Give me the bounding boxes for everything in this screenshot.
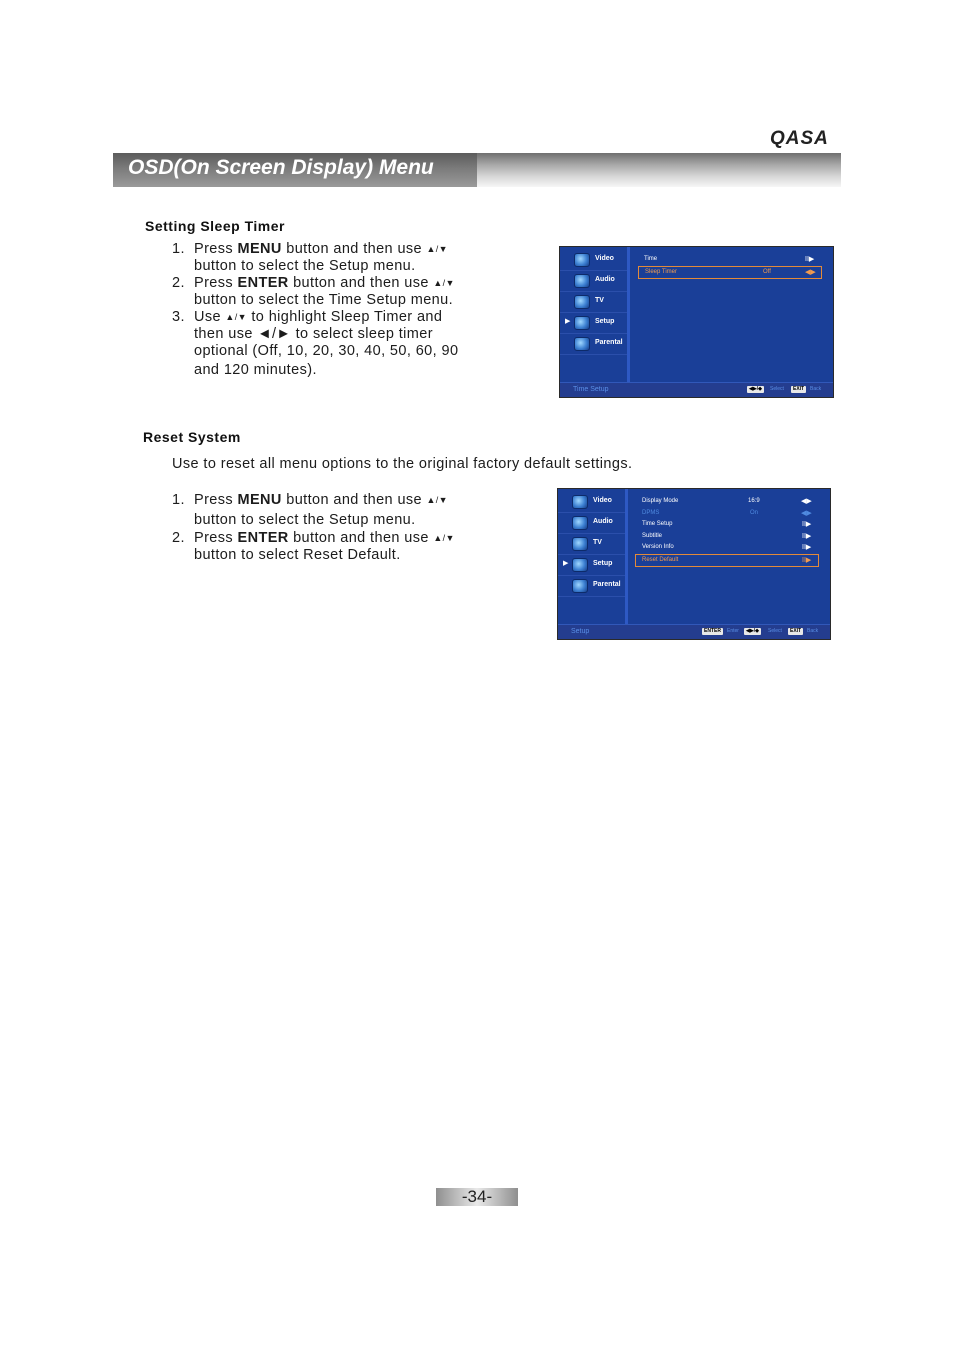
osd-footer: Time Setup ◀▶/◆ Select EXIT Back bbox=[560, 382, 833, 397]
step-2: 2. Press ENTER button and then use ▲/▼ button to select the Time Setup menu. bbox=[172, 275, 455, 308]
osd-row-sleep-timer: Sleep Timer Off ◀▶ bbox=[638, 266, 822, 279]
osd-sidebar-item-tv: TV bbox=[560, 292, 627, 313]
osd-row-time-setup: Time Setup II▶ bbox=[642, 521, 812, 528]
reset-step-1: 1. Press MENU button and then use ▲/▼ button to select the Setup menu. bbox=[172, 492, 448, 528]
osd-row-subtitle: Subtitle II▶ bbox=[642, 533, 812, 540]
osd-row-reset-default: Reset Default II▶ bbox=[635, 554, 819, 567]
osd-row-dpms: DPMS On ◀▶ bbox=[642, 510, 812, 517]
parental-icon bbox=[572, 579, 588, 593]
video-icon bbox=[572, 495, 588, 509]
osd-sidebar-item-tv: TV bbox=[558, 534, 625, 555]
osd-sidebar-item-setup: ▶ Setup bbox=[558, 555, 625, 576]
osd-sidebar-item-parental: Parental bbox=[558, 576, 625, 597]
audio-icon bbox=[574, 274, 590, 288]
osd-sidebar-item-audio: Audio bbox=[560, 271, 627, 292]
selected-arrow-icon: ▶ bbox=[563, 560, 569, 567]
submenu-icon: II▶ bbox=[802, 557, 812, 564]
tv-icon bbox=[574, 295, 590, 309]
audio-icon bbox=[572, 516, 588, 530]
submenu-icon: II▶ bbox=[802, 533, 812, 540]
submenu-icon: II▶ bbox=[805, 256, 815, 263]
section-title-sleep-timer: Setting Sleep Timer bbox=[145, 218, 285, 234]
osd-row-time: Time II▶ bbox=[644, 256, 815, 263]
nav-key-icon: ◀▶/◆ bbox=[746, 628, 759, 634]
reset-description: Use to reset all menu options to the original factory default settings. bbox=[172, 456, 633, 472]
setup-icon bbox=[574, 316, 590, 330]
left-right-icon: ◀▶ bbox=[801, 510, 812, 517]
submenu-icon: II▶ bbox=[802, 544, 812, 551]
left-right-icon: ◀▶ bbox=[805, 269, 816, 276]
reset-step-2: 2. Press ENTER button and then use ▲/▼ button to select Reset Default. bbox=[172, 530, 455, 563]
enter-key: ENTER bbox=[704, 628, 721, 634]
section-title-reset-system: Reset System bbox=[143, 429, 241, 445]
page-number: -34- bbox=[461, 1187, 493, 1206]
parental-icon bbox=[574, 337, 590, 351]
osd-row-version-info: Version Info II▶ bbox=[642, 544, 812, 551]
submenu-icon: II▶ bbox=[802, 521, 812, 528]
tv-icon bbox=[572, 537, 588, 551]
osd-footer: Setup ENTER Enter ◀▶/◆ Select EXIT Back bbox=[558, 624, 830, 639]
exit-key: EXIT bbox=[790, 628, 802, 634]
osd-sidebar-item-video: Video bbox=[560, 250, 627, 271]
selected-arrow-icon: ▶ bbox=[565, 318, 571, 325]
osd-row-display-mode: Display Mode 16:9 ◀▶ bbox=[642, 498, 812, 505]
left-right-icon: ◀▶ bbox=[801, 498, 812, 505]
osd-screen-setup bbox=[557, 488, 831, 640]
video-icon bbox=[574, 253, 590, 267]
osd-screen-time-setup bbox=[559, 246, 834, 398]
step-3: 3. Use ▲/▼ to highlight Sleep Timer and then use ◄/► to select sleep timer optional (Off, 10, 20, 30, 40, 50, 60, 90 and 120 minutes). bbox=[172, 309, 459, 378]
osd-sidebar-item-setup: ▶ Setup bbox=[560, 313, 627, 334]
brand-logo: QASA bbox=[770, 128, 829, 149]
osd-sidebar-item-audio: Audio bbox=[558, 513, 625, 534]
page-title: OSD(On Screen Display) Menu bbox=[128, 156, 434, 179]
osd-sidebar-item-parental: Parental bbox=[560, 334, 627, 355]
osd-sidebar bbox=[560, 247, 627, 383]
setup-icon bbox=[572, 558, 588, 572]
step-1: 1. Press MENU button and then use ▲/▼ button to select the Setup menu. bbox=[172, 241, 448, 274]
osd-sidebar-item-video: Video bbox=[558, 492, 625, 513]
exit-key: EXIT bbox=[793, 386, 805, 392]
nav-key-icon: ◀▶/◆ bbox=[749, 386, 762, 392]
osd-sidebar bbox=[558, 489, 625, 625]
